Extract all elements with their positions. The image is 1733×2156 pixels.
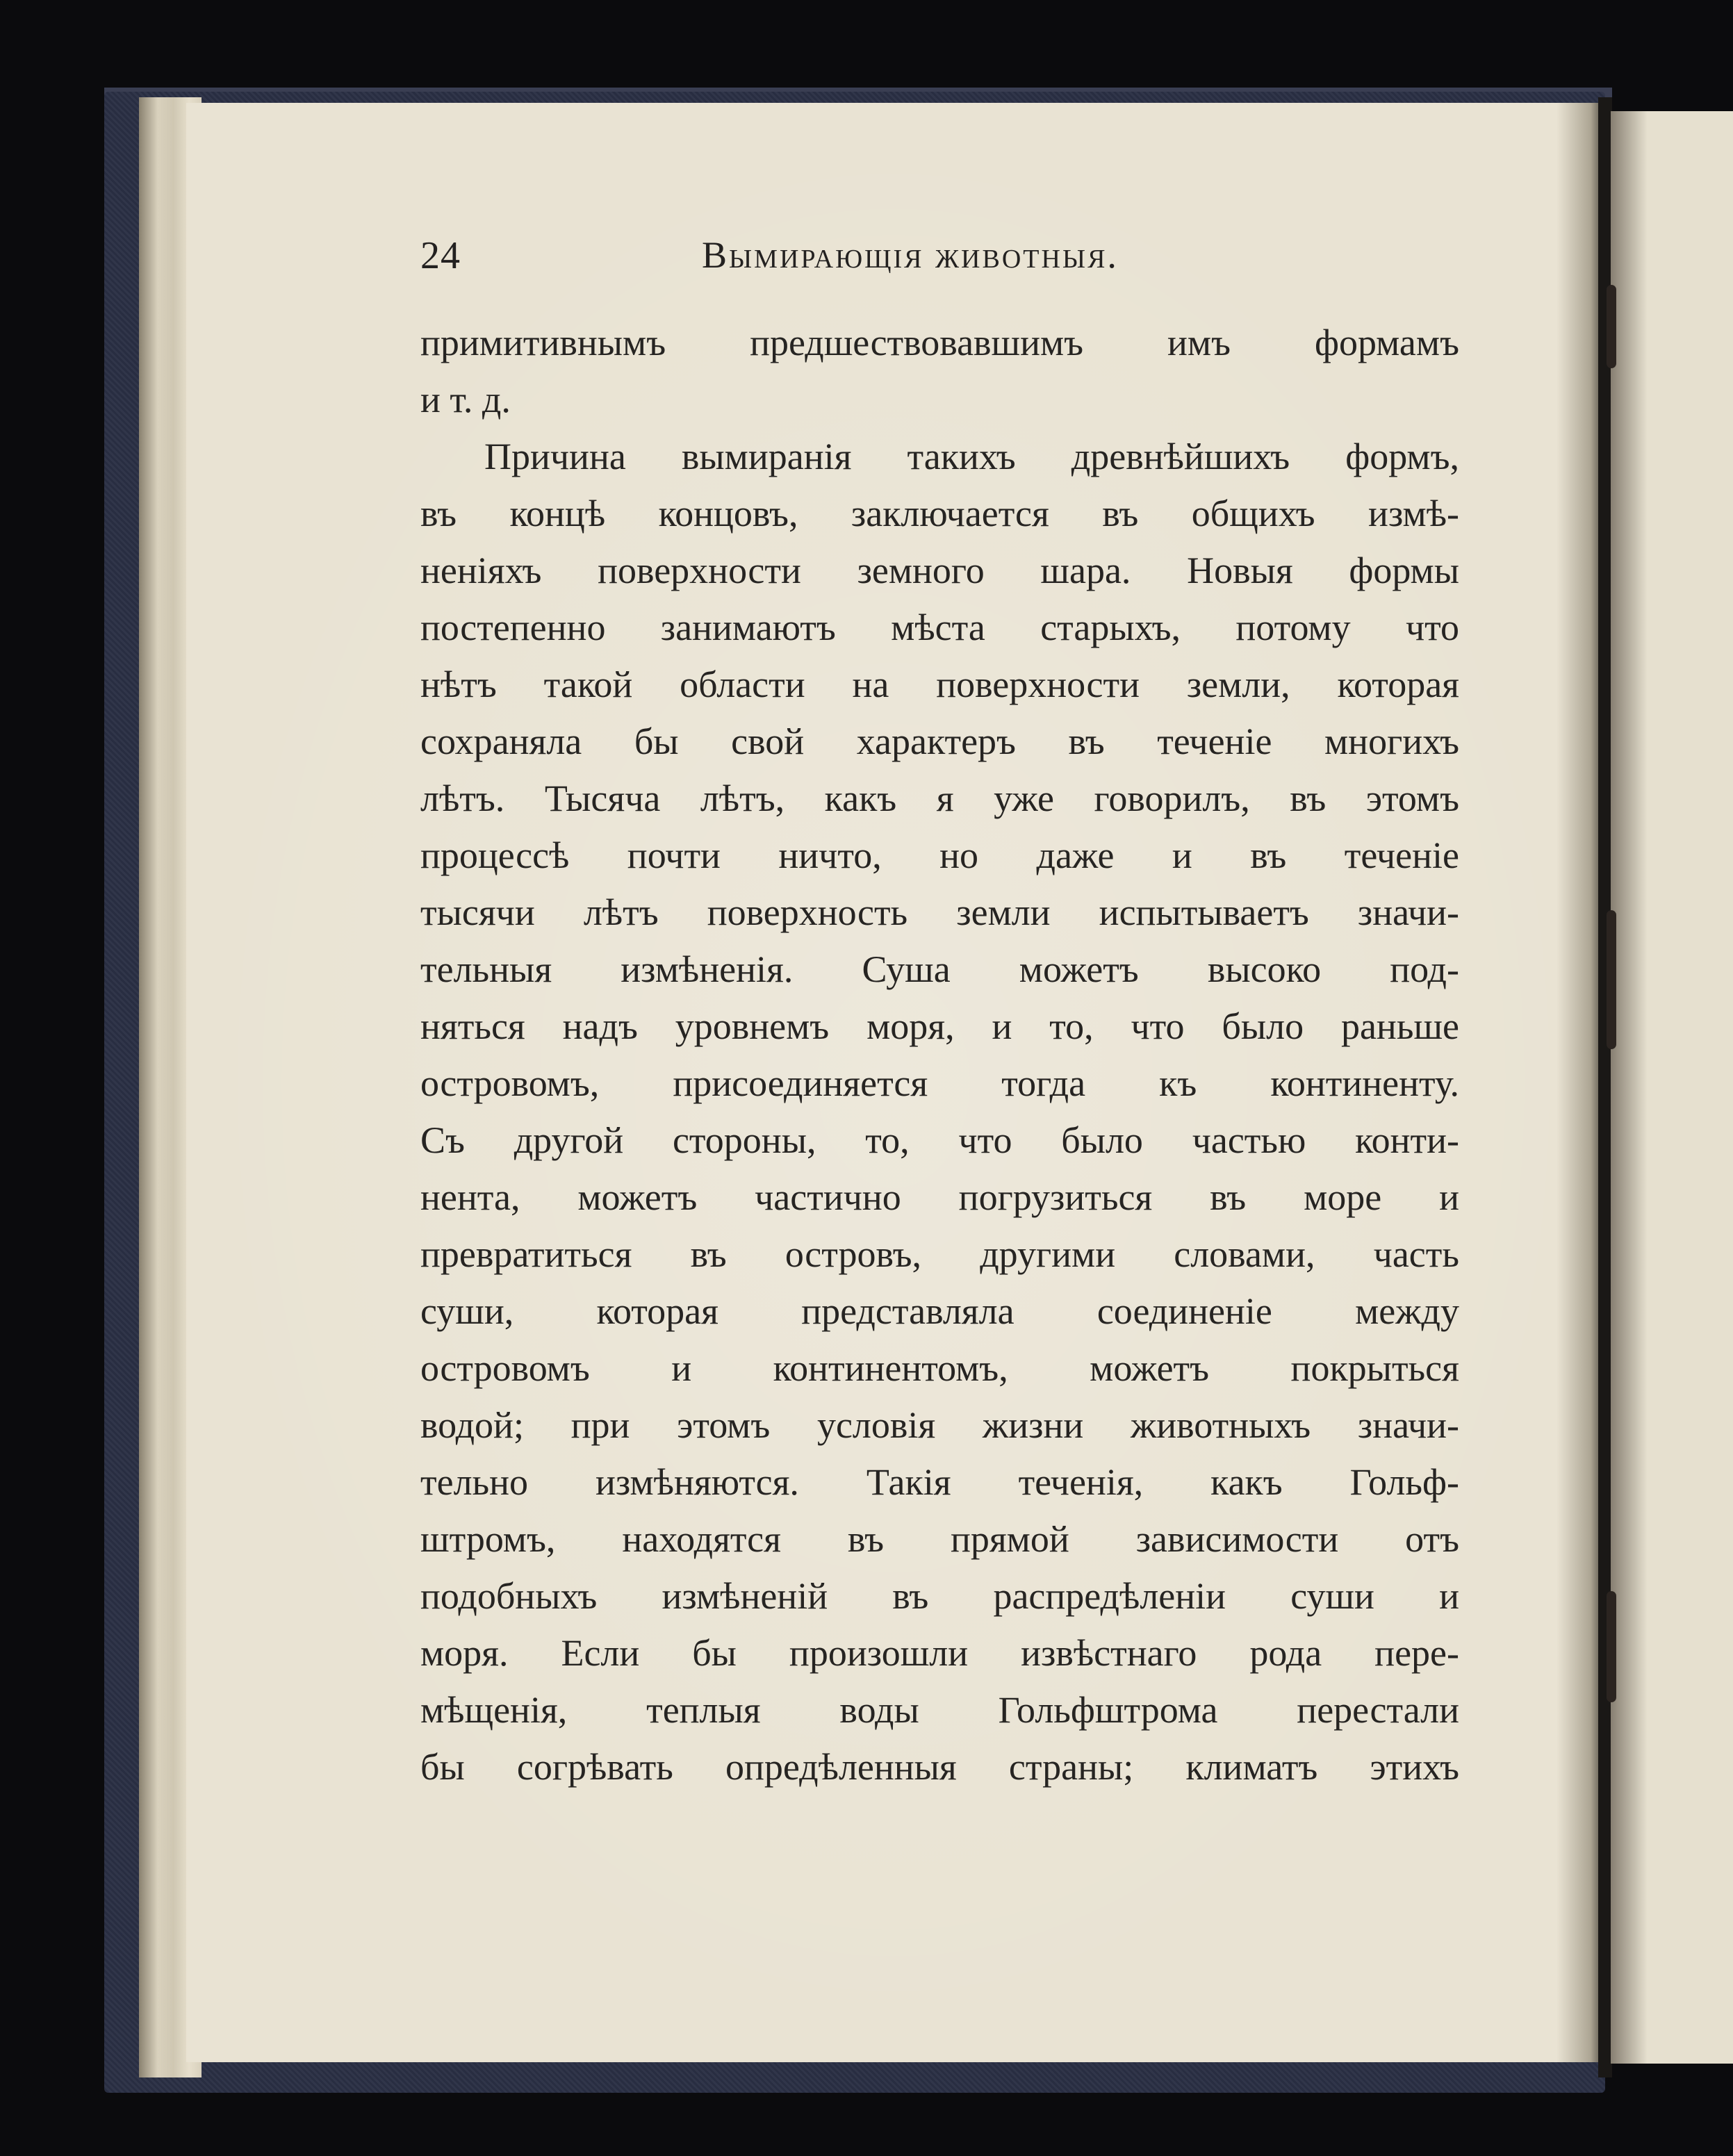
text-line: водой; при этомъ условія жизни животныхъ значи- (420, 1404, 1459, 1446)
text-line: бы согрѣвать опредѣленныя страны; климатъ этихъ (420, 1746, 1459, 1788)
facing-page (1611, 111, 1733, 2064)
text-line: процессѣ почти ничто, но даже и въ теченіе (420, 834, 1459, 876)
text-line: тельно измѣняются. Такія теченія, какъ Гольф- (420, 1461, 1459, 1503)
text-line: постепенно занимаютъ мѣста старыхъ, потому что (420, 607, 1459, 648)
text-line: островомъ и континентомъ, можетъ покрыться (420, 1347, 1459, 1389)
body-text (420, 314, 1459, 1795)
facing-page-mark (1607, 285, 1616, 368)
text-line: суши, которая представляла соединеніе между (420, 1290, 1459, 1332)
running-title: Вымирающія животныя. (702, 234, 1119, 276)
text-line: няться надъ уровнемъ моря, и то, что было раньше (420, 1005, 1459, 1047)
text-line: тельныя измѣненія. Суша можетъ высоко под- (420, 948, 1459, 990)
page-header (420, 233, 1463, 289)
text-line: тысячи лѣтъ поверхность земли испытываетъ значи- (420, 891, 1459, 933)
text-line: островомъ, присоединяется тогда къ континенту. (420, 1062, 1459, 1104)
text-line: подобныхъ измѣненій въ распредѣленіи суши и (420, 1575, 1459, 1617)
text-line: штромъ, находятся въ прямой зависимости отъ (420, 1518, 1459, 1560)
text-line: мѣщенія, теплыя воды Гольфштрома перестали (420, 1689, 1459, 1731)
text-line: нента, можетъ частично погрузиться въ море и (420, 1176, 1459, 1218)
text-line: неніяхъ поверхности земного шара. Новыя формы (420, 550, 1459, 591)
text-line: примитивнымъ предшествовавшимъ имъ формамъ (420, 322, 1459, 363)
text-line: сохраняла бы свой характеръ въ теченіе многихъ (420, 721, 1459, 762)
text-line: нѣтъ такой области на поверхности земли, которая (420, 664, 1459, 705)
facing-page-mark (1607, 1591, 1616, 1702)
text-line: Съ другой стороны, то, что было частью конти- (420, 1119, 1459, 1161)
text-line: въ концѣ концовъ, заключается въ общихъ измѣ- (420, 493, 1459, 534)
page-number: 24 (420, 234, 461, 277)
text-line: превратиться въ островъ, другими словами, часть (420, 1233, 1459, 1275)
text-line: лѣтъ. Тысяча лѣтъ, какъ я уже говорилъ, въ этомъ (420, 777, 1459, 819)
book-spine (1598, 97, 1612, 2077)
facing-page-mark (1607, 910, 1616, 1049)
text-line: и т. д. (420, 379, 511, 420)
text-line: Причина вымиранія такихъ древнѣйшихъ формъ, (484, 436, 1459, 477)
text-line: моря. Если бы произошли извѣстнаго рода пере- (420, 1632, 1459, 1674)
